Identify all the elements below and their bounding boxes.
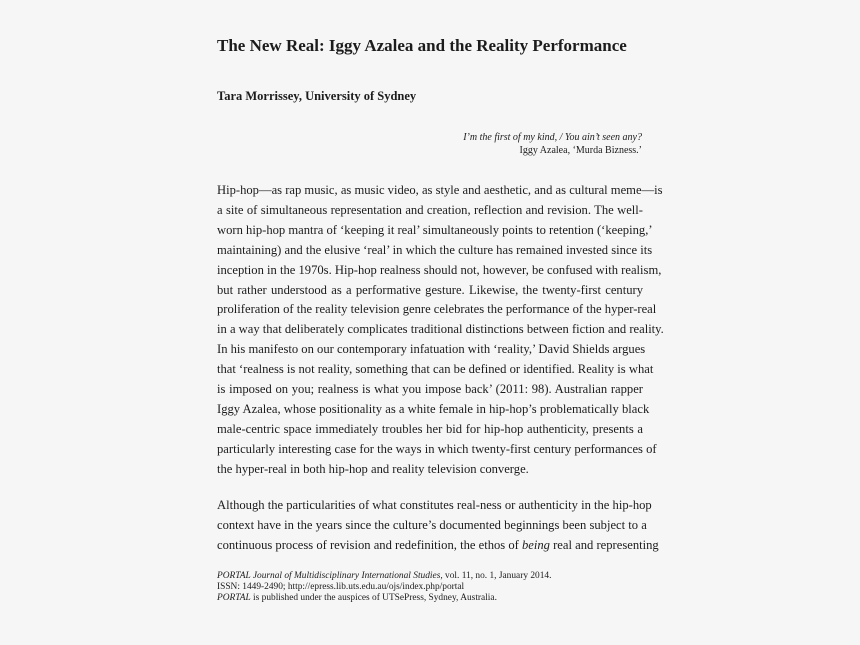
- journal-footer: [217, 571, 551, 604]
- line-text: continuous process of revision and redefinition, the ethos of: [217, 537, 522, 552]
- paragraph-line: In his manifesto on our contemporary infatuation with ‘reality,’ David Shields argues: [217, 342, 646, 357]
- article-author: Tara Morrissey, University of Sydney: [217, 89, 417, 103]
- epigraph-attribution: Iggy Azalea, ‘Murda Bizness.’: [519, 145, 642, 156]
- footer-citation: [217, 571, 551, 582]
- paragraph-line: context have in the years since the culture’s documented beginnings been subject to a: [217, 517, 647, 532]
- paragraph-line: proliferation of the reality television genre celebrates the performance of the hyper-real: [217, 302, 657, 317]
- paragraph-line: but rather understood as a performative gesture. Likewise, the twenty-first century: [217, 282, 643, 297]
- paragraph-line: in a way that deliberately complicates traditional distinctions between fiction and reality.: [217, 322, 664, 337]
- paragraph-line: Hip-hop—as rap music, as music video, as style and aesthetic, and as cultural meme—is: [217, 183, 663, 197]
- paragraph-line: [217, 536, 659, 556]
- publisher-text: is published under the auspices of UTSePress, Sydney, Australia.: [250, 593, 497, 603]
- paragraph-line: is imposed on you; realness is what you impose back’ (2011: 98). Australian rapper: [217, 382, 643, 397]
- paragraph-1: [217, 181, 664, 480]
- paragraph-line: male-centric space immediately troubles her bid for hip-hop authenticity, presents a: [217, 421, 643, 436]
- paragraph-line: the hyper-real in both hip-hop and reality television converge.: [217, 461, 529, 476]
- paragraph-line: Although the particularities of what constitutes real-ness or authenticity in the hip-hop: [217, 498, 652, 512]
- paragraph-line: a site of simultaneous representation and creation, reflection and revision. The well-: [217, 202, 643, 217]
- epigraph: [463, 131, 642, 157]
- portal-name: PORTAL: [217, 593, 251, 603]
- emphasis-being: being: [521, 537, 550, 552]
- paragraph-line: Iggy Azalea, whose positionality as a white female in hip-hop’s problematically black: [217, 401, 650, 416]
- footer-publisher: [217, 593, 551, 604]
- epigraph-quote: I’m the first of my kind, / You ain’t seen any?: [463, 132, 642, 143]
- article-title: The New Real: Iggy Azalea and the Reality Performance: [217, 36, 627, 55]
- paragraph-2: [217, 496, 659, 556]
- paragraph-line: worn hip-hop mantra of ‘keeping it real’ simultaneously points to retention (‘keeping,’: [217, 222, 653, 237]
- journal-name: PORTAL Journal of Multidisciplinary International Studies: [217, 571, 441, 581]
- paragraph-line: inception in the 1970s. Hip-hop realness should not, however, be confused with realism,: [217, 262, 662, 277]
- journal-details: , vol. 11, no. 1, January 2014.: [440, 571, 552, 581]
- line-text: real and representing: [549, 537, 659, 552]
- paragraph-line: maintaining) and the elusive ‘real’ in which the culture has remained invested since its: [217, 242, 653, 257]
- footer-issn: ISSN: 1449-2490; http://epress.lib.uts.edu.au/ojs/index.php/portal: [217, 582, 465, 592]
- paragraph-line: that ‘realness is not reality, something that can be defined or identified. Reality is what: [217, 362, 654, 377]
- paragraph-line: particularly interesting case for the ways in which twenty-first century performances of: [217, 441, 657, 456]
